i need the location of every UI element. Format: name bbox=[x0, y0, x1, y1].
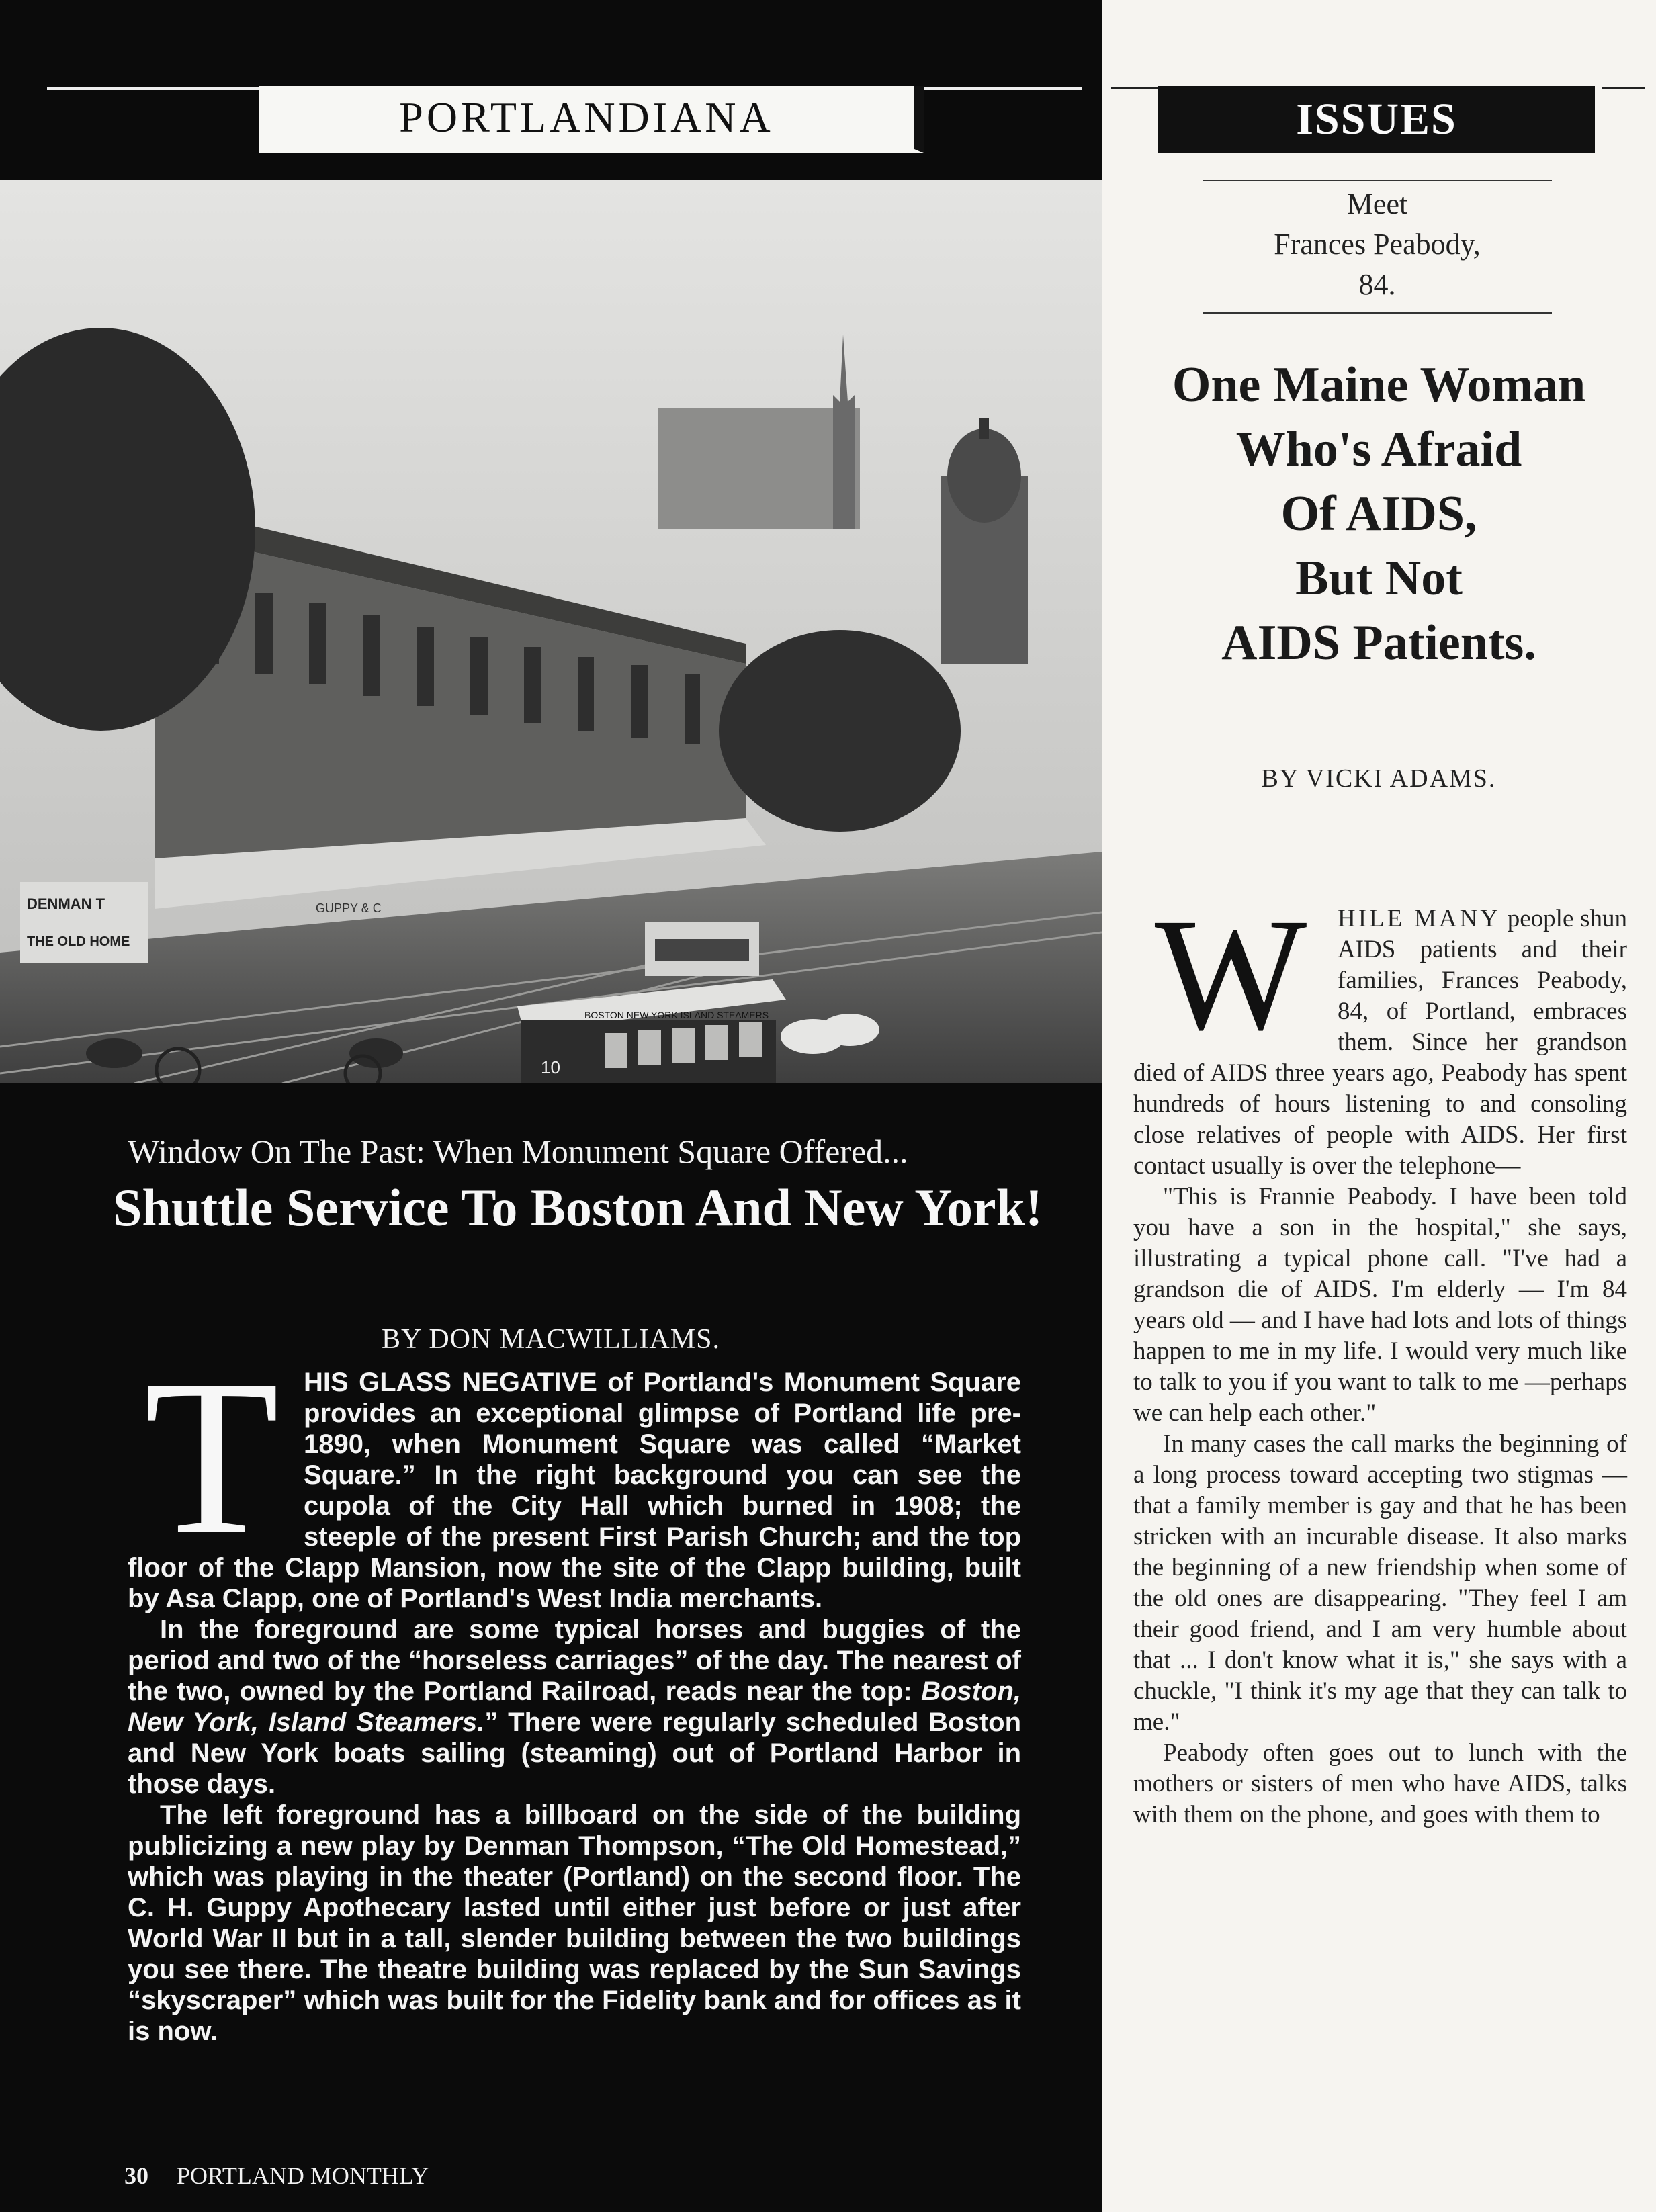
body-paragraph-2: "This is Frannie Peabody. I have been told you have a son in the hospital," she says, illustrating a typical phone call. "I've had a grandson die of AIDS. I'm elderly — I'm 84 years old — and I have had lots and lots of things happen to me in my life. I would very much like to talk to you if you want to talk to me —perhaps we can help each other." bbox=[1133, 1183, 1627, 1427]
deck-line: Frances Peabody, bbox=[1274, 228, 1481, 261]
deck-line: 84. bbox=[1358, 268, 1396, 301]
headline-line: Who's Afraid bbox=[1235, 422, 1522, 477]
body-paragraph-3: The left foreground has a billboard on the side of the building publicizing a new play by Denman Thompson, “The Old Homestead,” which was playing in the theater (Portland) on the second floor. The C. H. Guppy Apothecary lasted until either just before or just after World War II but in a tall, slender building between the two buildings you see there. The theatre building was replaced by the Sun Savings “skyscraper” which was built for the Fidelity bank and for offices as it is now. bbox=[128, 1800, 1021, 2046]
section-label: ISSUES bbox=[1296, 95, 1457, 144]
article-byline: BY VICKI ADAMS. bbox=[1261, 764, 1497, 793]
section-label: PORTLANDIANA bbox=[399, 93, 774, 141]
right-page-issues bbox=[1102, 0, 1656, 2212]
magazine-title: PORTLAND MONTHLY bbox=[177, 2162, 429, 2189]
headline-line: AIDS Patients. bbox=[1221, 615, 1536, 670]
article-body bbox=[1133, 885, 1627, 1830]
headline-line: But Not bbox=[1295, 551, 1463, 606]
article-headline bbox=[1122, 353, 1636, 675]
billboard-text-top: DENMAN T bbox=[27, 895, 105, 912]
billboard bbox=[20, 882, 148, 963]
headline-line: One Maine Woman bbox=[1172, 357, 1586, 412]
streetcar-sign: BOSTON NEW YORK ISLAND STEAMERS bbox=[584, 1010, 769, 1020]
photo-illustration bbox=[0, 180, 1102, 1083]
article-byline: BY DON MACWILLIAMS. bbox=[382, 1324, 720, 1355]
page-number: 30 bbox=[124, 2162, 148, 2189]
monument-square-photo bbox=[0, 180, 1102, 1083]
section-banner-portlandiana bbox=[259, 86, 924, 153]
page-folio bbox=[124, 2162, 429, 2190]
deck-line: Meet bbox=[1346, 187, 1408, 220]
city-hall-cupola bbox=[947, 429, 1021, 523]
headline-line: Of AIDS, bbox=[1280, 486, 1477, 541]
article-headline: Shuttle Service To Boston And New York! bbox=[113, 1178, 1043, 1237]
lead-in: HILE MANY bbox=[1338, 905, 1501, 932]
body-paragraph-4: Peabody often goes out to lunch with the mothers or sisters of men who have AIDS, talks with them on the phone, and goes with them to bbox=[1133, 1739, 1627, 1828]
deck-rule-top bbox=[1203, 180, 1552, 181]
body-paragraph-1: HIS GLASS NEGATIVE of Portland's Monument Square provides an exceptional glimpse of Portland life pre-1890, when Monument Square was called “Market Square.” In the right background you can see the cupola of the City Hall which burned in 1908; the steeple of the present First Parish Church; and the top floor of the Clapp Mansion, now the site of the Clapp building, built by Asa Clapp, one of Portland's West India merchants. bbox=[128, 1368, 1021, 1613]
paragraph-2-tail: ” There were regularly scheduled Boston and New York boats sailing (steaming) out of Portland Harbor in those days. bbox=[128, 1708, 1022, 1799]
section-banner-issues bbox=[1158, 86, 1602, 153]
streetcar-number: 10 bbox=[541, 1057, 560, 1077]
article-kicker: Window On The Past: When Monument Square Offered... bbox=[128, 1133, 908, 1170]
streetcar-sign-quote: Boston, New York, Island Steamers. bbox=[128, 1677, 1021, 1737]
drop-cap: W bbox=[1154, 885, 1307, 1063]
tree-right bbox=[719, 630, 961, 832]
billboard-text-bottom: THE OLD HOME bbox=[27, 934, 130, 949]
body-paragraph-3: In many cases the call marks the beginning of a long process toward accepting two stigmas — that a family member is gay and that he has been stricken with an incurable disease. It also marks the beginning of a new friendship when some of the old ones are disappearing. "They feel I am their good friend, and I am very humble about that ... I don't know what it is," she says with a chuckle, "I think it's my age that they can talk to me." bbox=[1133, 1430, 1627, 1736]
body-paragraph-2 bbox=[128, 1614, 1021, 1800]
paragraph-2-text: In the foreground are some typical horses and buggies of the period and two of the “horseless carriages” of the day. The nearest of the two, owned by the Portland Railroad, reads near the top: bbox=[128, 1615, 1021, 1706]
article-deck bbox=[1203, 184, 1552, 305]
clapp-mansion bbox=[658, 408, 860, 529]
paragraph-1-text: people shun AIDS patients and their families, Frances Peabody, 84, of Portland, embraces them. Since her grandson died of AIDS three years ago, Peabody has spent hundreds of hours listening to and consoling close relatives of people with AIDS. Her first contact usually is over the telephone— bbox=[1133, 905, 1627, 1180]
drop-cap: T bbox=[144, 1335, 279, 1580]
shop-sign-text: GUPPY & C bbox=[316, 901, 382, 915]
deck-rule-bottom bbox=[1203, 312, 1552, 314]
